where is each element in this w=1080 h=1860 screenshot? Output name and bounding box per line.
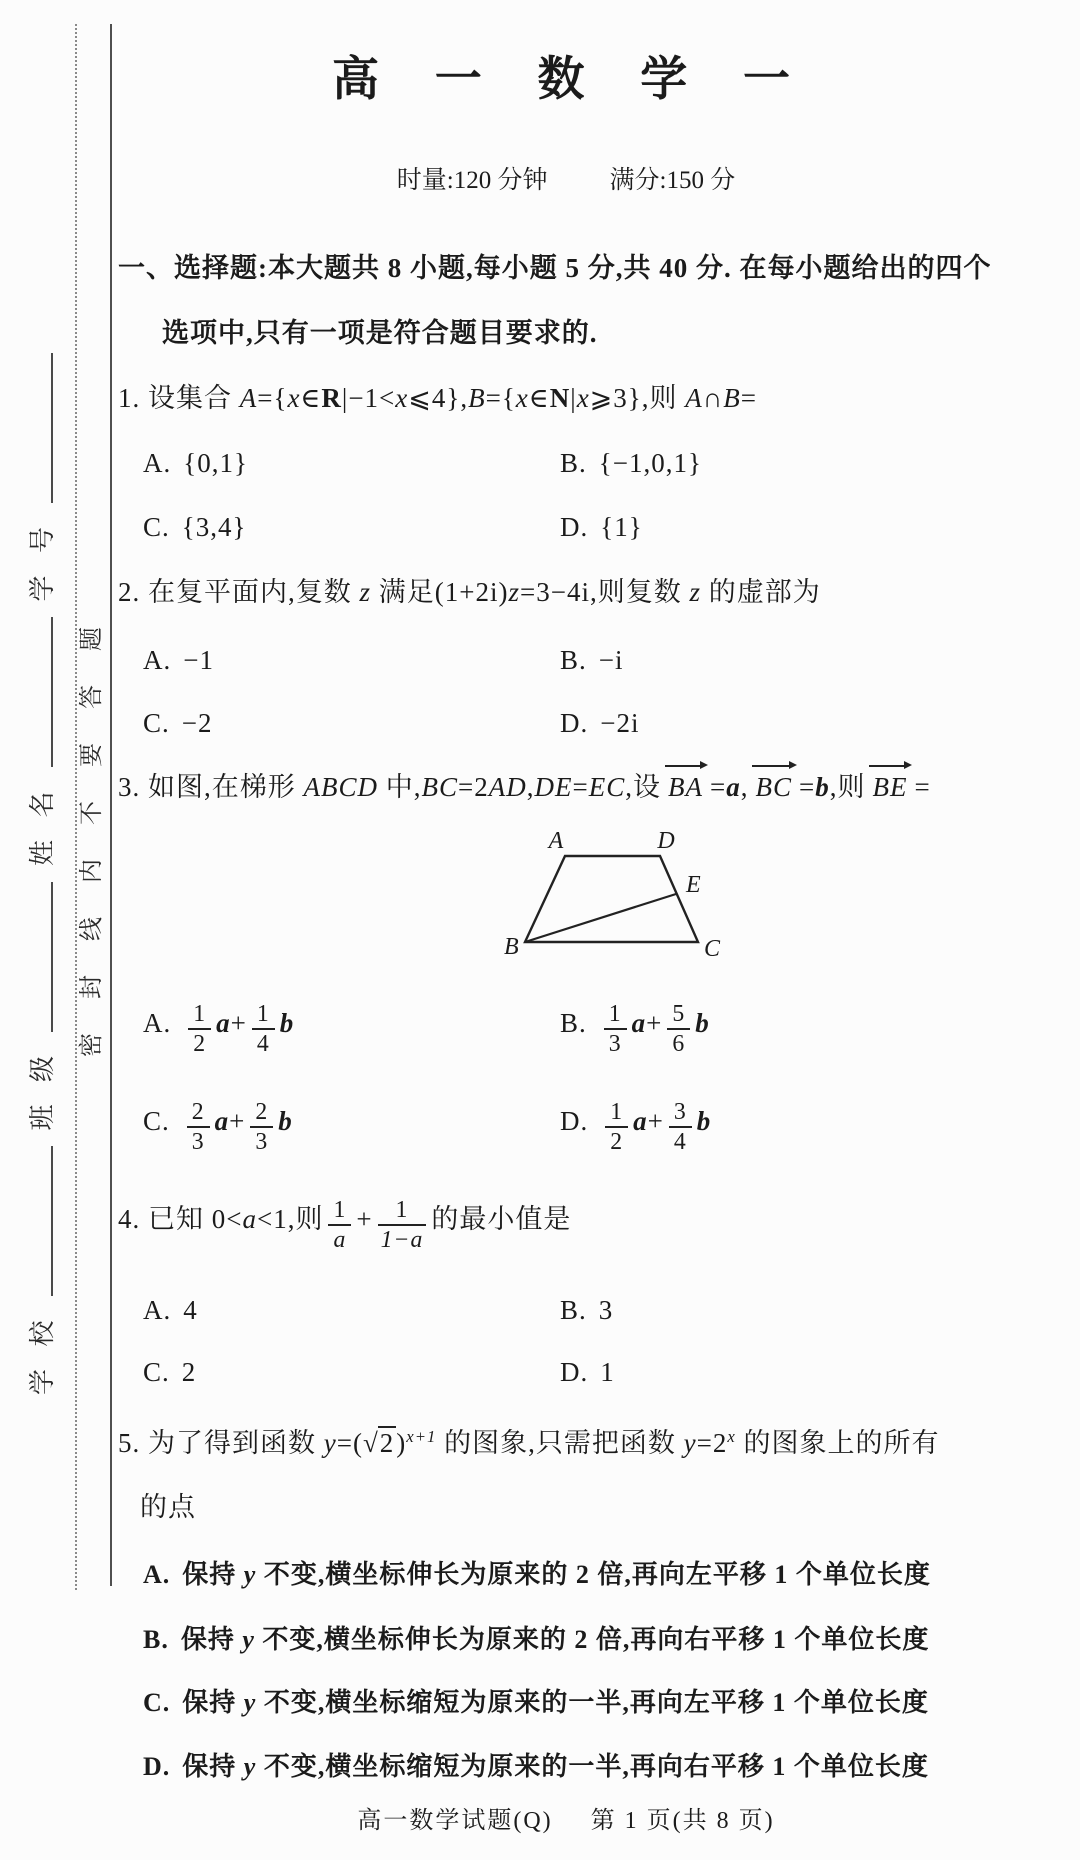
- figure-label-e: E: [686, 872, 701, 898]
- question-5-stem-line1: 5. 为了得到函数 $y=(√2)^{x+1}$ 的图象,只需把函数 $y=2^x$ 的图象上的所有: [118, 1427, 940, 1458]
- segment-BE: [525, 894, 676, 942]
- exam-meta: [397, 165, 735, 198]
- q3-option-a: A. $\frac{1}{2}$ a+ $\frac{1}{4}$ b: [143, 1001, 295, 1058]
- exam-full-marks: 满分:150 分: [609, 167, 736, 194]
- q4-option-a: A. 4: [143, 1295, 198, 1325]
- q5-option-c: C. 保持 y 不变,横坐标缩短为原来的一半,再向左平移 1 个单位长度: [143, 1688, 929, 1717]
- q1-option-d: D. {1}: [560, 512, 643, 542]
- question-5-stem-line2: 的点: [140, 1492, 196, 1522]
- trapezoid-outline: [525, 856, 698, 942]
- trapezoid-svg: [420, 826, 740, 971]
- q1-option-b: B. {−1,0,1}: [560, 448, 702, 478]
- q2-option-d: D. −2i: [560, 708, 640, 738]
- seal-notice-text: 密封线内不要答题: [79, 593, 105, 1057]
- footer-page-number: 第 1 页(共 8 页): [590, 1808, 775, 1834]
- question-1-stem: 1. 设集合 A={x∈R|−1<x⩽4},B={x∈N|x⩾3},则 A∩B=: [118, 383, 757, 413]
- q4-option-d: D. 1: [560, 1357, 615, 1387]
- section-header-line2: 选项中,只有一项是符合题目要求的.: [162, 318, 598, 348]
- page-footer: [357, 1806, 774, 1837]
- exam-title: 高 一 数 学 一: [332, 54, 812, 106]
- figure-label-a: A: [548, 828, 564, 854]
- q3-option-d: D. $\frac{1}{2}$ a+ $\frac{3}{4}$ b: [560, 1099, 712, 1156]
- q2-option-b: B. −i: [560, 645, 624, 675]
- trapezoid-figure: [420, 826, 740, 971]
- q5-option-a: A. 保持 y 不变,横坐标伸长为原来的 2 倍,再向左平移 1 个单位长度: [143, 1560, 931, 1589]
- q1-option-c: C. {3,4}: [143, 512, 247, 542]
- figure-label-b: B: [504, 934, 519, 960]
- exam-duration: 时量:120 分钟: [396, 167, 548, 194]
- question-2-stem: 2. 在复平面内,复数 z 满足(1+2i)z=3−4i,则复数 z 的虚部为: [118, 577, 821, 607]
- q5-option-d: D. 保持 y 不变,横坐标缩短为原来的一半,再向右平移 1 个单位长度: [143, 1752, 929, 1781]
- student-info-fields: 学 校 班 级 姓 名 学 号: [20, 255, 60, 1395]
- figure-label-c: C: [704, 936, 721, 962]
- margin-border-line: [110, 24, 112, 1586]
- footer-exam-name: 高一数学试题(Q): [357, 1808, 553, 1834]
- q4-option-b: B. 3: [560, 1295, 614, 1325]
- question-4-stem: 4. 已知 0<a<1,则 $\frac{1}{a}$ + $\frac{1}{1-a}$ 的最小值是: [118, 1197, 572, 1254]
- q2-option-a: A. −1: [143, 645, 214, 675]
- figure-label-d: D: [657, 828, 675, 854]
- section-header-line1: 一、选择题:本大题共 8 小题,每小题 5 分,共 40 分. 在每小题给出的四个: [118, 253, 992, 283]
- q3-option-b: B. $\frac{1}{3}$ a+ $\frac{5}{6}$ b: [560, 1001, 710, 1058]
- q2-option-c: C. −2: [143, 708, 213, 738]
- q1-option-a: A. {0,1}: [143, 448, 248, 478]
- question-3-stem: 3. 如图,在梯形 ABCD 中,BC=2AD,DE=EC,设 BA =a, BC =b,则 BE =: [118, 772, 931, 802]
- q4-option-c: C. 2: [143, 1357, 197, 1387]
- q3-option-c: C. $\frac{2}{3}$ a+ $\frac{2}{3}$ b: [143, 1099, 293, 1156]
- q5-option-b: B. 保持 y 不变,横坐标伸长为原来的 2 倍,再向右平移 1 个单位长度: [143, 1625, 930, 1654]
